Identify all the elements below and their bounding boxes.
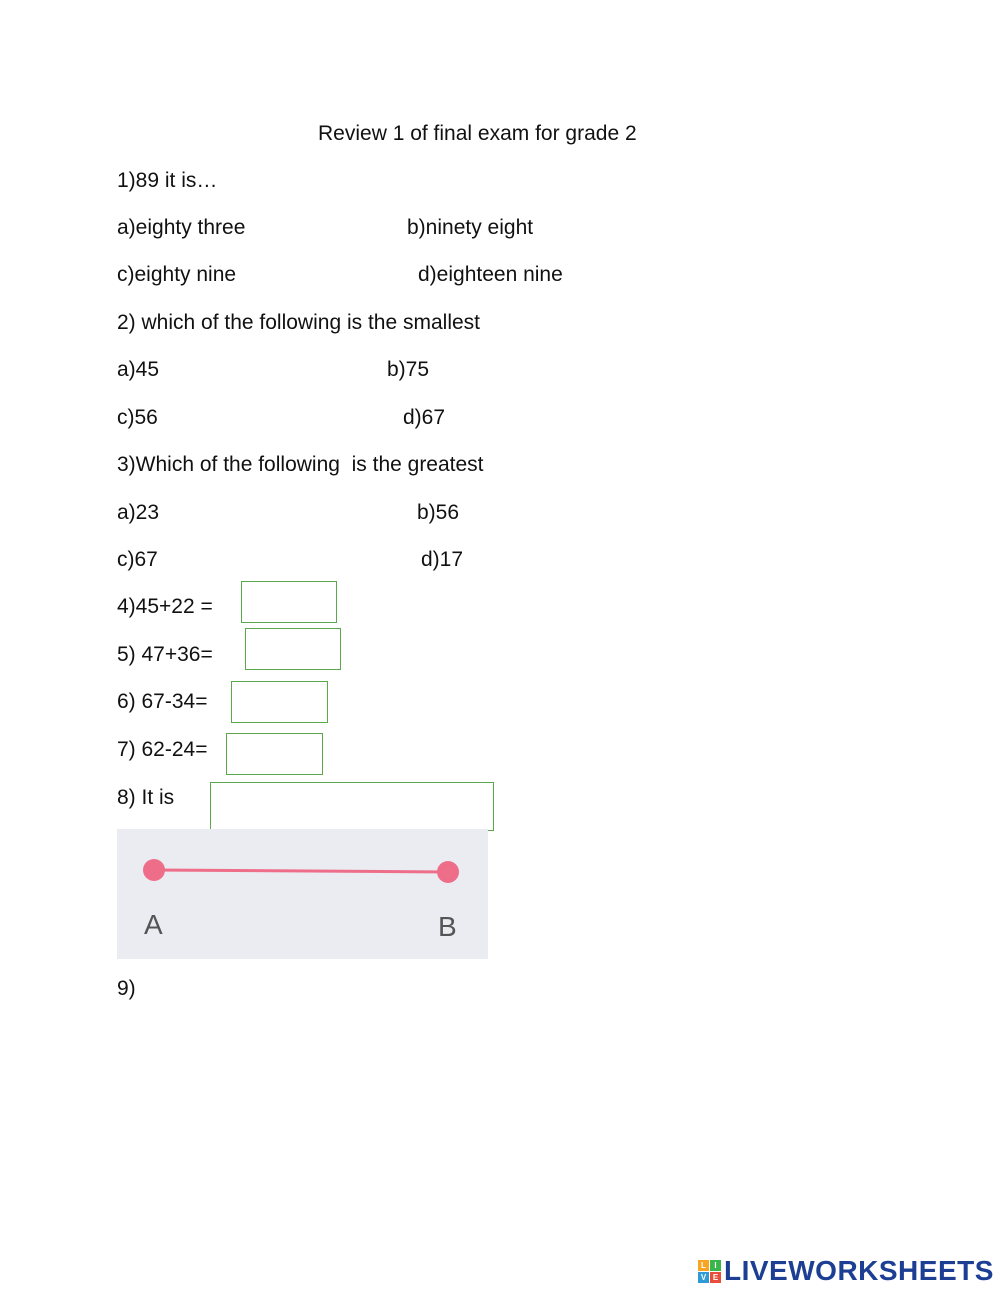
- q3-option-c: c)67: [117, 548, 158, 571]
- logo-tile: L: [698, 1260, 709, 1271]
- logo-tile: E: [710, 1272, 721, 1283]
- line-segment-figure: [117, 829, 488, 959]
- question-7: 7) 62-24=: [117, 738, 208, 761]
- logo-tile: V: [698, 1272, 709, 1283]
- point-b-label: B: [438, 911, 457, 942]
- q8-answer-box[interactable]: [210, 782, 494, 831]
- q3-option-a: a)23: [117, 501, 160, 524]
- question-8: 8) It is: [117, 786, 175, 809]
- point-b-dot: [437, 861, 459, 883]
- q2-option-a: a)45: [117, 358, 160, 381]
- logo-tiles: [698, 1260, 721, 1283]
- question-1: 1)89 it is…: [117, 169, 218, 192]
- question-2: 2) which of the following is the smallest: [117, 311, 480, 334]
- question-4: 4)45+22 =: [117, 595, 213, 618]
- question-9: 9): [117, 977, 136, 1000]
- q2-option-d: d)67: [403, 406, 446, 429]
- point-a-label: A: [144, 909, 163, 940]
- q3-option-b: b)56: [417, 501, 460, 524]
- question-3: 3)Which of the following is the greatest: [117, 453, 484, 476]
- q1-option-d: d)eighteen nine: [418, 263, 563, 286]
- q1-option-c: c)eighty nine: [117, 263, 237, 286]
- q1-option-a: a)eighty three: [117, 216, 246, 239]
- q3-option-d: d)17: [421, 548, 464, 571]
- liveworksheets-logo: [698, 1254, 994, 1288]
- q7-answer-box[interactable]: [226, 733, 323, 775]
- q2-option-c: c)56: [117, 406, 158, 429]
- q1-option-b: b)ninety eight: [407, 216, 534, 239]
- logo-text: LIVEWORKSHEETS: [724, 1255, 994, 1286]
- question-5: 5) 47+36=: [117, 643, 213, 666]
- q6-answer-box[interactable]: [231, 681, 328, 723]
- question-6: 6) 67-34=: [117, 690, 208, 713]
- q2-option-b: b)75: [387, 358, 430, 381]
- q5-answer-box[interactable]: [245, 628, 341, 670]
- logo-tile: I: [710, 1260, 721, 1271]
- worksheet-title: Review 1 of final exam for grade 2: [318, 122, 637, 145]
- line-segment-svg: [117, 829, 488, 959]
- q4-answer-box[interactable]: [241, 581, 337, 623]
- segment-line: [154, 870, 448, 872]
- point-a-dot: [143, 859, 165, 881]
